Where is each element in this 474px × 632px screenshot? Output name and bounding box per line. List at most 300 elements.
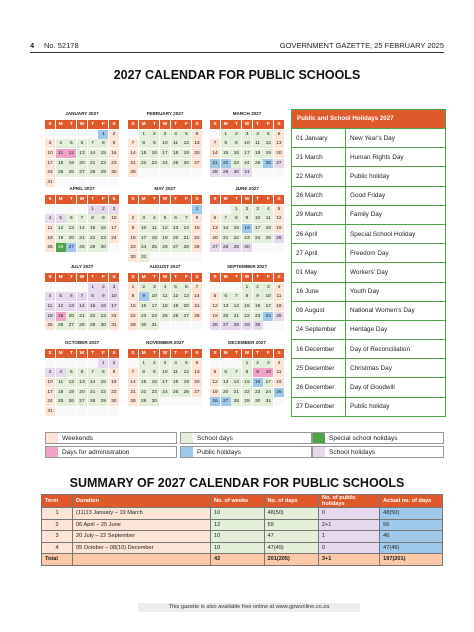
day-cell: 23 <box>139 312 149 321</box>
day-cell: 18 <box>56 159 66 168</box>
weekday-header: W <box>160 349 170 358</box>
day-cell: 12 <box>66 149 76 158</box>
day-cell: 31 <box>109 321 119 330</box>
empty-cell <box>181 168 191 177</box>
day-cell: 29 <box>139 397 149 406</box>
summary-cell: 2+1 <box>318 519 379 531</box>
weekday-header: S <box>128 120 138 129</box>
holiday-date: 27 April <box>292 244 346 262</box>
weekday-header: F <box>181 120 191 129</box>
day-cell: 1 <box>98 359 108 368</box>
day-cell: 25 <box>45 321 55 330</box>
weekday-header: W <box>242 195 252 204</box>
day-cell: 11 <box>274 292 284 301</box>
weekday-header: S <box>274 195 284 204</box>
day-cell: 17 <box>242 149 252 158</box>
summary-total-cell: 197(201) <box>380 554 443 566</box>
day-cell: 4 <box>56 139 66 148</box>
weekday-header: W <box>77 349 87 358</box>
empty-cell <box>56 359 66 368</box>
day-cell: 12 <box>181 368 191 377</box>
weekday-header: T <box>171 349 181 358</box>
day-cell: 27 <box>210 243 220 252</box>
empty-cell <box>171 253 181 262</box>
day-cell: 9 <box>231 139 241 148</box>
day-cell: 25 <box>160 312 170 321</box>
holiday-date: 26 April <box>292 225 346 243</box>
summary-cell: 0 <box>318 542 379 554</box>
day-cell: 11 <box>171 139 181 148</box>
weekday-header: M <box>56 273 66 282</box>
empty-cell <box>45 359 55 368</box>
month-name: JULY 2027 <box>70 264 94 269</box>
weekday-header: W <box>77 195 87 204</box>
holiday-row <box>292 358 445 377</box>
day-cell: 26 <box>56 243 66 252</box>
day-cell: 11 <box>263 214 273 223</box>
day-cell: 14 <box>128 149 138 158</box>
holiday-row <box>292 377 445 396</box>
day-cell: 3 <box>45 368 55 377</box>
weekday-header: S <box>274 120 284 129</box>
day-cell: 19 <box>263 149 273 158</box>
empty-cell <box>56 130 66 139</box>
summary-cell: (11)13 January – 19 March <box>73 508 211 520</box>
footer-note: This gazette is also available free online at www.gpwonline.co.za <box>138 603 360 612</box>
weekday-header: M <box>221 195 231 204</box>
day-cell: 8 <box>231 214 241 223</box>
day-cell: 15 <box>88 224 98 233</box>
day-cell: 29 <box>242 321 252 330</box>
day-cell: 6 <box>192 130 202 139</box>
summary-cell: 46 <box>380 531 443 543</box>
empty-cell <box>192 168 202 177</box>
legend-admin-days: Days for administration <box>45 446 177 458</box>
weekday-header: W <box>160 195 170 204</box>
day-cell: 15 <box>242 378 252 387</box>
day-cell: 2 <box>98 205 108 214</box>
weekday-header: S <box>109 120 119 129</box>
day-cell: 19 <box>181 149 191 158</box>
summary-cell: 10 <box>210 508 264 520</box>
day-cell: 8 <box>98 139 108 148</box>
day-cell: 13 <box>77 378 87 387</box>
day-cell: 8 <box>139 368 149 377</box>
empty-cell <box>160 397 170 406</box>
day-cell: 21 <box>128 388 138 397</box>
month-name: MAY 2027 <box>154 186 176 191</box>
day-cell: 20 <box>192 149 202 158</box>
empty-cell <box>56 407 66 416</box>
day-cell: 13 <box>221 378 231 387</box>
day-cell: 12 <box>56 224 66 233</box>
weekday-header: T <box>149 273 159 282</box>
day-cell: 13 <box>171 224 181 233</box>
day-cell: 19 <box>171 302 181 311</box>
day-cell: 4 <box>171 359 181 368</box>
legend-swatch <box>313 433 325 443</box>
holiday-row <box>292 339 445 358</box>
day-cell: 14 <box>128 378 138 387</box>
holiday-name: Heritage Day <box>350 326 388 334</box>
day-cell: 9 <box>253 368 263 377</box>
day-cell: 18 <box>45 234 55 243</box>
weekday-header: W <box>242 120 252 129</box>
summary-cell: 06 April – 25 June <box>73 519 211 531</box>
day-cell: 2 <box>253 359 263 368</box>
holiday-row <box>292 243 445 262</box>
holiday-name: Freedom Day <box>350 249 389 257</box>
day-cell: 2 <box>98 283 108 292</box>
weekday-header: S <box>210 120 220 129</box>
day-cell: 20 <box>171 234 181 243</box>
day-cell: 8 <box>242 292 252 301</box>
gazette-number: No. 52178 <box>44 41 79 50</box>
day-cell: 14 <box>77 302 87 311</box>
holiday-row <box>292 147 445 166</box>
day-cell: 14 <box>221 224 231 233</box>
day-cell: 15 <box>242 302 252 311</box>
day-cell: 1 <box>128 283 138 292</box>
day-cell: 10 <box>263 292 273 301</box>
day-cell: 3 <box>242 130 252 139</box>
month-name: FEBRUARY 2027 <box>146 111 184 116</box>
day-cell: 26 <box>181 388 191 397</box>
weekday-header: F <box>263 195 273 204</box>
holiday-table-header: Public and School Holidays 2027 <box>292 110 445 128</box>
month-name: JUNE 2027 <box>235 186 259 191</box>
legend-swatch <box>46 447 58 457</box>
holiday-name: Youth Day <box>350 288 380 296</box>
day-cell: 9 <box>98 292 108 301</box>
day-cell: 12 <box>160 224 170 233</box>
day-cell: 23 <box>253 388 263 397</box>
day-cell: 6 <box>171 214 181 223</box>
empty-cell <box>274 168 284 177</box>
day-cell: 25 <box>56 397 66 406</box>
day-cell: 4 <box>160 283 170 292</box>
empty-cell <box>66 283 76 292</box>
empty-cell <box>56 283 66 292</box>
day-cell: 12 <box>274 214 284 223</box>
day-cell: 18 <box>160 302 170 311</box>
day-cell: 7 <box>231 368 241 377</box>
weekday-header: M <box>139 195 149 204</box>
day-cell: 7 <box>192 283 202 292</box>
day-cell: 2 <box>109 130 119 139</box>
day-cell: 15 <box>192 224 202 233</box>
empty-cell <box>181 321 191 330</box>
weekday-header: W <box>242 349 252 358</box>
weekday-header: S <box>109 273 119 282</box>
day-cell: 10 <box>160 368 170 377</box>
day-cell: 20 <box>221 312 231 321</box>
weekday-header: S <box>45 273 55 282</box>
day-cell: 5 <box>210 368 220 377</box>
empty-cell <box>160 321 170 330</box>
day-cell: 12 <box>171 292 181 301</box>
day-cell: 10 <box>109 292 119 301</box>
weekday-header: F <box>98 195 108 204</box>
day-cell: 7 <box>77 292 87 301</box>
empty-cell <box>263 243 273 252</box>
weekday-header: M <box>139 349 149 358</box>
month-calendar <box>210 339 284 406</box>
day-cell: 28 <box>181 243 191 252</box>
empty-cell <box>181 205 191 214</box>
month-calendar <box>45 263 119 330</box>
day-cell: 5 <box>56 214 66 223</box>
day-cell: 31 <box>45 178 55 187</box>
day-cell: 28 <box>231 321 241 330</box>
day-cell: 4 <box>45 292 55 301</box>
day-cell: 9 <box>242 214 252 223</box>
weekday-header: F <box>98 273 108 282</box>
summary-cell: 4 <box>42 542 73 554</box>
holiday-date: 16 December <box>292 340 346 358</box>
month-name: NOVEMBER 2027 <box>145 340 185 345</box>
legend-weekends: Weekends <box>45 432 177 444</box>
month-calendar <box>210 110 284 177</box>
holiday-date: 16 June <box>292 283 346 301</box>
weekday-header: T <box>253 273 263 282</box>
summary-cell: 1 <box>42 508 73 520</box>
weekday-header: W <box>77 273 87 282</box>
weekday-header: S <box>128 273 138 282</box>
day-cell: 1 <box>242 283 252 292</box>
empty-cell <box>171 168 181 177</box>
legend-public-holidays: Public holidays <box>180 446 312 458</box>
empty-cell <box>221 205 231 214</box>
empty-cell <box>77 205 87 214</box>
day-cell: 2 <box>242 205 252 214</box>
day-cell: 8 <box>128 292 138 301</box>
empty-cell <box>192 253 202 262</box>
day-cell: 6 <box>66 292 76 301</box>
day-cell: 13 <box>192 139 202 148</box>
summary-cell: 47(49) <box>264 542 318 554</box>
empty-cell <box>274 321 284 330</box>
day-cell: 28 <box>192 312 202 321</box>
day-cell: 11 <box>56 149 66 158</box>
holiday-row <box>292 320 445 339</box>
header-divider <box>30 52 444 53</box>
day-cell: 3 <box>109 283 119 292</box>
weekday-header: S <box>192 120 202 129</box>
day-cell: 4 <box>274 359 284 368</box>
day-cell: 7 <box>181 214 191 223</box>
day-cell: 5 <box>210 292 220 301</box>
summary-header-cell: No. of days <box>264 495 318 508</box>
day-cell: 16 <box>98 302 108 311</box>
day-cell: 22 <box>88 234 98 243</box>
summary-title: SUMMARY OF 2027 CALENDAR FOR PUBLIC SCHOOLS <box>69 476 405 490</box>
day-cell: 15 <box>221 149 231 158</box>
day-cell: 2 <box>139 283 149 292</box>
holiday-name: Workers' Day <box>350 268 389 276</box>
day-cell: 16 <box>253 378 263 387</box>
empty-cell <box>210 205 220 214</box>
day-cell: 23 <box>128 243 138 252</box>
day-cell: 6 <box>66 214 76 223</box>
month-name: DECEMBER 2027 <box>228 340 266 345</box>
day-cell: 27 <box>274 159 284 168</box>
holiday-row <box>292 186 445 205</box>
empty-cell <box>171 397 181 406</box>
day-cell: 3 <box>253 205 263 214</box>
day-cell: 22 <box>242 312 252 321</box>
day-cell: 11 <box>149 224 159 233</box>
weekday-header: T <box>66 349 76 358</box>
day-cell: 7 <box>128 368 138 377</box>
day-cell: 3 <box>263 283 273 292</box>
day-cell: 8 <box>221 139 231 148</box>
month-calendar <box>45 185 119 252</box>
weekday-header: T <box>149 349 159 358</box>
day-cell: 10 <box>149 292 159 301</box>
day-cell: 7 <box>88 368 98 377</box>
day-cell: 23 <box>149 159 159 168</box>
day-cell: 6 <box>210 214 220 223</box>
day-cell: 28 <box>221 243 231 252</box>
month-calendar <box>210 263 284 330</box>
day-cell: 5 <box>160 214 170 223</box>
weekday-header: M <box>56 195 66 204</box>
day-cell: 20 <box>221 388 231 397</box>
summary-cell: 0 <box>318 508 379 520</box>
day-cell: 14 <box>231 378 241 387</box>
day-cell: 15 <box>88 302 98 311</box>
empty-cell <box>192 321 202 330</box>
day-cell: 9 <box>109 139 119 148</box>
day-cell: 25 <box>45 243 55 252</box>
holiday-date: 26 December <box>292 378 346 396</box>
legend-special-holidays: Special school holidays <box>312 432 444 444</box>
day-cell: 2 <box>253 283 263 292</box>
day-cell: 27 <box>192 388 202 397</box>
weekday-header: F <box>263 349 273 358</box>
day-cell: 21 <box>221 234 231 243</box>
day-cell: 8 <box>98 368 108 377</box>
day-cell: 22 <box>128 312 138 321</box>
summary-header-cell: Duration <box>73 495 211 508</box>
day-cell: 8 <box>88 292 98 301</box>
month-calendar <box>128 185 202 262</box>
day-cell: 9 <box>149 368 159 377</box>
holiday-date: 29 March <box>292 206 346 224</box>
day-cell: 6 <box>192 359 202 368</box>
day-cell: 19 <box>274 224 284 233</box>
day-cell: 2 <box>149 359 159 368</box>
day-cell: 1 <box>221 130 231 139</box>
day-cell: 27 <box>221 397 231 406</box>
summary-cell: 12 <box>210 519 264 531</box>
day-cell: 26 <box>210 397 220 406</box>
day-cell: 20 <box>66 312 76 321</box>
day-cell: 3 <box>139 214 149 223</box>
day-cell: 11 <box>45 302 55 311</box>
day-cell: 25 <box>149 243 159 252</box>
day-cell: 28 <box>231 397 241 406</box>
weekday-header: W <box>160 273 170 282</box>
day-cell: 24 <box>160 388 170 397</box>
empty-cell <box>45 283 55 292</box>
weekday-header: F <box>181 349 191 358</box>
day-cell: 5 <box>274 205 284 214</box>
day-cell: 10 <box>45 378 55 387</box>
empty-cell <box>160 253 170 262</box>
empty-cell <box>149 168 159 177</box>
day-cell: 16 <box>242 224 252 233</box>
day-cell: 12 <box>263 139 273 148</box>
weekday-header: M <box>221 120 231 129</box>
day-cell: 11 <box>253 139 263 148</box>
day-cell: 26 <box>274 234 284 243</box>
month-name: AUGUST 2027 <box>149 264 181 269</box>
day-cell: 14 <box>181 224 191 233</box>
day-cell: 5 <box>66 368 76 377</box>
day-cell: 2 <box>231 130 241 139</box>
legend-swatch <box>313 447 325 457</box>
day-cell: 1 <box>88 283 98 292</box>
day-cell: 22 <box>88 312 98 321</box>
legend-school-holidays: School holidays <box>312 446 444 458</box>
day-cell: 14 <box>192 292 202 301</box>
day-cell: 21 <box>192 302 202 311</box>
summary-total-cell <box>73 554 211 566</box>
day-cell: 2 <box>149 130 159 139</box>
empty-cell <box>45 205 55 214</box>
empty-cell <box>66 407 76 416</box>
day-cell: 3 <box>160 130 170 139</box>
weekday-header: M <box>139 273 149 282</box>
holiday-name: Day of Reconciliation <box>350 345 411 353</box>
weekday-header: T <box>231 273 241 282</box>
day-cell: 30 <box>242 243 252 252</box>
weekday-header: W <box>77 120 87 129</box>
holiday-row <box>292 128 445 147</box>
empty-cell <box>45 130 55 139</box>
day-cell: 18 <box>253 149 263 158</box>
day-cell: 22 <box>242 388 252 397</box>
day-cell: 23 <box>98 234 108 243</box>
day-cell: 4 <box>274 283 284 292</box>
day-cell: 13 <box>181 292 191 301</box>
summary-header-cell: No. of weeks <box>210 495 264 508</box>
empty-cell <box>274 397 284 406</box>
day-cell: 10 <box>160 139 170 148</box>
day-cell: 30 <box>98 321 108 330</box>
day-cell: 28 <box>210 168 220 177</box>
day-cell: 16 <box>139 302 149 311</box>
summary-total-row <box>42 554 443 566</box>
month-name: SEPTEMBER 2027 <box>226 264 268 269</box>
summary-total-cell: 201(205) <box>264 554 318 566</box>
holiday-table <box>291 109 446 417</box>
day-cell: 13 <box>66 224 76 233</box>
weekday-header: T <box>171 120 181 129</box>
day-cell: 5 <box>171 283 181 292</box>
weekday-header: T <box>88 195 98 204</box>
holiday-date: 01 January <box>292 129 346 147</box>
weekday-header: T <box>231 195 241 204</box>
weekday-header: S <box>192 349 202 358</box>
day-cell: 15 <box>128 302 138 311</box>
weekday-header: M <box>56 120 66 129</box>
day-cell: 18 <box>171 378 181 387</box>
holiday-name: Good Friday <box>350 192 386 200</box>
day-cell: 10 <box>109 214 119 223</box>
